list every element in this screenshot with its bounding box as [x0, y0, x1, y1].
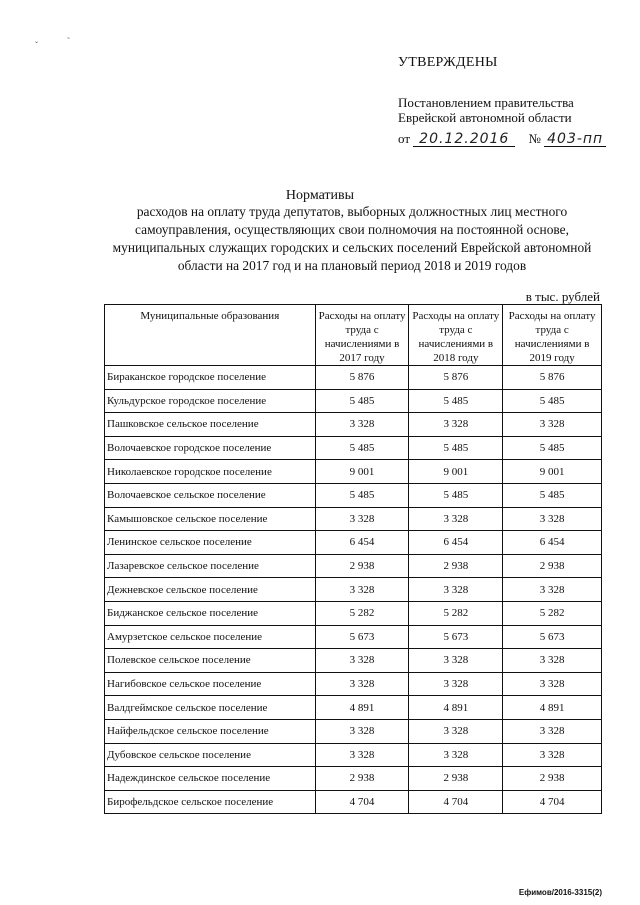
units-label: в тыс. рублей — [525, 289, 600, 304]
cell-2017: 4 704 — [315, 790, 409, 814]
cell-2017: 9 001 — [315, 460, 409, 484]
document-subtitle: расходов на оплату труда депутатов, выборных должностных лиц местного самоуправления, осуществляющих свои полномочия на постоянной основе, муниципальных служащих городских и сельских поселений Еврейской автономной области на 2017 год и на плановый период 2018 и 2019 годов — [112, 204, 592, 273]
cell-2017: 3 328 — [315, 672, 409, 696]
cell-2019: 3 328 — [503, 649, 602, 673]
number-underline — [544, 132, 606, 147]
cell-2019: 3 328 — [503, 507, 602, 531]
table-row — [105, 389, 602, 413]
cell-2018: 5 876 — [409, 366, 503, 390]
cell-2017: 6 454 — [315, 531, 409, 555]
decree-number: 403-пп — [547, 131, 604, 147]
cell-2017: 2 938 — [315, 767, 409, 791]
table-row — [105, 366, 602, 390]
cell-2018: 3 328 — [409, 743, 503, 767]
table-row — [105, 483, 602, 507]
cell-municipality: Надеждинское сельское поселение — [105, 767, 316, 791]
approved-heading: УТВЕРЖДЕНЫ — [398, 55, 498, 70]
table-row — [105, 719, 602, 743]
cell-2019: 2 938 — [503, 554, 602, 578]
decree-line-1: Постановлением правительства — [398, 95, 574, 110]
cell-2018: 5 282 — [409, 601, 503, 625]
cell-2019: 3 328 — [503, 413, 602, 437]
table-row — [105, 696, 602, 720]
cell-2017: 3 328 — [315, 507, 409, 531]
scan-mark: ˇ — [35, 40, 38, 50]
table-row — [105, 554, 602, 578]
cell-municipality: Валдгеймское сельское поселение — [105, 696, 316, 720]
cell-2017: 3 328 — [315, 649, 409, 673]
decree-line-2: Еврейской автономной области — [398, 110, 572, 125]
cell-2018: 3 328 — [409, 672, 503, 696]
table-row — [105, 743, 602, 767]
cell-2017: 4 891 — [315, 696, 409, 720]
cell-2019: 5 485 — [503, 436, 602, 460]
cell-2017: 3 328 — [315, 578, 409, 602]
col-header-2018: Расходы на оплату труда с начислениями в 2018 году — [409, 305, 503, 366]
cell-municipality: Дежневское сельское поселение — [105, 578, 316, 602]
cell-2017: 5 485 — [315, 483, 409, 507]
document-title: Нормативы — [285, 188, 355, 203]
cell-2019: 5 282 — [503, 601, 602, 625]
cell-municipality: Биджанское сельское поселение — [105, 601, 316, 625]
date-line — [398, 131, 606, 147]
table-row — [105, 413, 602, 437]
table-row — [105, 672, 602, 696]
cell-2019: 4 891 — [503, 696, 602, 720]
cell-2018: 3 328 — [409, 413, 503, 437]
cell-2018: 2 938 — [409, 554, 503, 578]
cell-2019: 6 454 — [503, 531, 602, 555]
cell-2017: 5 485 — [315, 389, 409, 413]
cell-2019: 3 328 — [503, 672, 602, 696]
cell-2019: 3 328 — [503, 743, 602, 767]
cell-2017: 5 673 — [315, 625, 409, 649]
cell-municipality: Ленинское сельское поселение — [105, 531, 316, 555]
cell-2019: 2 938 — [503, 767, 602, 791]
cell-2018: 5 673 — [409, 625, 503, 649]
date-underline — [413, 132, 515, 147]
scan-mark: ˜ — [67, 36, 70, 46]
col-header-2019: Расходы на оплату труда с начислениями в 2019 году — [503, 305, 602, 366]
cell-municipality: Лазаревское сельское поселение — [105, 554, 316, 578]
table-row — [105, 767, 602, 791]
date-prefix: от — [398, 131, 411, 146]
cell-2018: 4 891 — [409, 696, 503, 720]
cell-municipality: Бирофельдское сельское поселение — [105, 790, 316, 814]
cell-2018: 3 328 — [409, 578, 503, 602]
cell-2018: 5 485 — [409, 436, 503, 460]
cell-2019: 5 673 — [503, 625, 602, 649]
cell-2018: 3 328 — [409, 719, 503, 743]
cell-2019: 3 328 — [503, 578, 602, 602]
table-row — [105, 601, 602, 625]
norms-table — [104, 304, 602, 814]
number-prefix: № — [528, 131, 541, 146]
decree-date: 20.12.2016 — [419, 131, 510, 147]
cell-municipality: Амурзетское сельское поселение — [105, 625, 316, 649]
cell-2017: 5 876 — [315, 366, 409, 390]
cell-municipality: Кульдурское городское поселение — [105, 389, 316, 413]
cell-2017: 5 485 — [315, 436, 409, 460]
table-row — [105, 578, 602, 602]
cell-2019: 4 704 — [503, 790, 602, 814]
cell-2017: 5 282 — [315, 601, 409, 625]
cell-municipality: Волочаевское городское поселение — [105, 436, 316, 460]
table-row — [105, 436, 602, 460]
decree-block — [398, 95, 574, 125]
table-row — [105, 460, 602, 484]
cell-2018: 4 704 — [409, 790, 503, 814]
cell-2017: 3 328 — [315, 413, 409, 437]
cell-2018: 6 454 — [409, 531, 503, 555]
cell-municipality: Дубовское сельское поселение — [105, 743, 316, 767]
cell-2017: 3 328 — [315, 743, 409, 767]
table-row — [105, 531, 602, 555]
cell-municipality: Камышовское сельское поселение — [105, 507, 316, 531]
col-header-municipality: Муниципальные образования — [105, 305, 316, 366]
cell-municipality: Волочаевское сельское поселение — [105, 483, 316, 507]
footer-reference: Ефимов/2016-3315(2) — [518, 888, 602, 897]
cell-2017: 2 938 — [315, 554, 409, 578]
cell-2019: 3 328 — [503, 719, 602, 743]
table-row — [105, 507, 602, 531]
cell-2018: 2 938 — [409, 767, 503, 791]
cell-2019: 5 485 — [503, 389, 602, 413]
cell-2019: 5 876 — [503, 366, 602, 390]
cell-municipality: Нагибовское сельское поселение — [105, 672, 316, 696]
cell-2018: 3 328 — [409, 649, 503, 673]
cell-2018: 5 485 — [409, 483, 503, 507]
table-row — [105, 649, 602, 673]
table-row — [105, 625, 602, 649]
cell-municipality: Николаевское городское поселение — [105, 460, 316, 484]
cell-municipality: Пашковское сельское поселение — [105, 413, 316, 437]
cell-municipality: Бираканское городское поселение — [105, 366, 316, 390]
cell-municipality: Полевское сельское поселение — [105, 649, 316, 673]
col-header-2017: Расходы на оплату труда с начислениями в 2017 году — [315, 305, 409, 366]
cell-2018: 9 001 — [409, 460, 503, 484]
cell-2019: 9 001 — [503, 460, 602, 484]
cell-2017: 3 328 — [315, 719, 409, 743]
cell-2018: 5 485 — [409, 389, 503, 413]
cell-2018: 3 328 — [409, 507, 503, 531]
cell-2019: 5 485 — [503, 483, 602, 507]
table-header-row — [105, 305, 602, 366]
table-row — [105, 790, 602, 814]
cell-municipality: Найфельдское сельское поселение — [105, 719, 316, 743]
